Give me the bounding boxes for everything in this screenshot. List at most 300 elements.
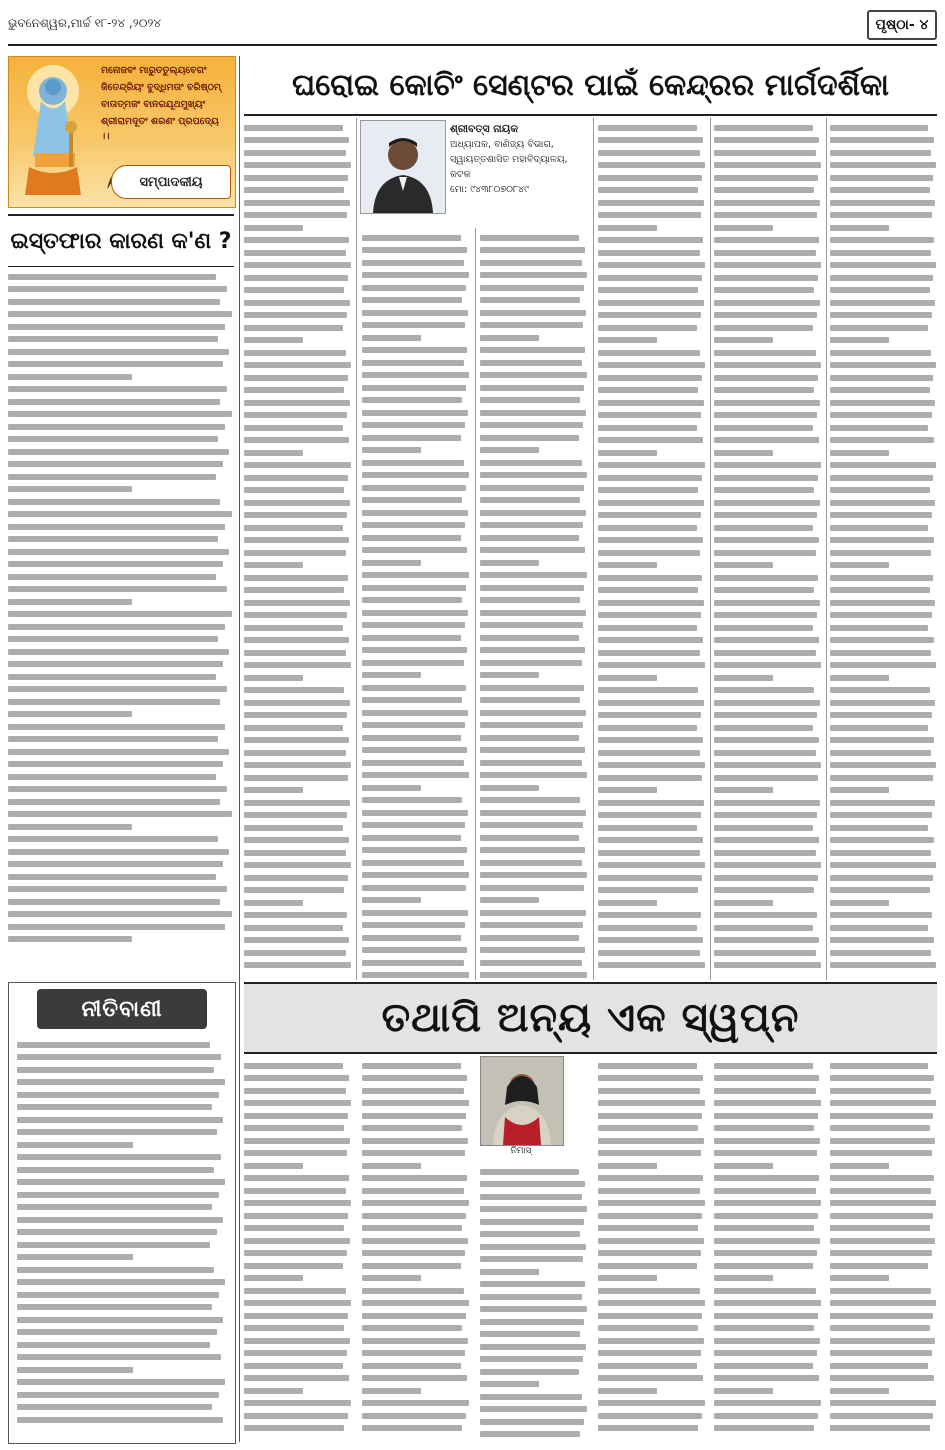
text-line [244, 475, 348, 481]
text-line [714, 1088, 816, 1094]
text-line [714, 812, 817, 818]
text-line [830, 925, 928, 931]
text-line [244, 312, 347, 318]
text-line [598, 412, 701, 418]
text-line [362, 647, 467, 653]
text-line [714, 637, 819, 643]
text-line [714, 475, 818, 481]
text-line [244, 1150, 347, 1156]
text-line [480, 497, 580, 503]
text-line [244, 1175, 349, 1181]
text-line [480, 247, 585, 253]
text-line [598, 1100, 705, 1106]
text-line [830, 1200, 936, 1206]
text-line [244, 662, 351, 668]
text-line [714, 412, 817, 418]
text-line [714, 900, 773, 906]
text-line [362, 1138, 468, 1144]
text-line [714, 175, 818, 181]
text-line [598, 212, 701, 218]
text-line [830, 1088, 931, 1094]
text-line [598, 662, 705, 668]
text-line [17, 1042, 210, 1048]
text-line [480, 897, 539, 903]
text-line [17, 1367, 133, 1373]
text-line [598, 237, 703, 243]
text-line [17, 1092, 219, 1098]
text-line [244, 687, 344, 693]
text-line [598, 912, 701, 918]
text-line [8, 761, 223, 767]
text-line [362, 635, 461, 641]
text-line [598, 1413, 702, 1419]
text-line [598, 637, 703, 643]
story-photo [480, 1056, 564, 1146]
main-story-column-5 [714, 118, 822, 980]
text-line [830, 400, 935, 406]
text-line [598, 1088, 700, 1094]
text-line [598, 450, 657, 456]
text-line [8, 349, 229, 355]
text-line [362, 1425, 462, 1431]
text-line [830, 275, 933, 281]
text-line [244, 637, 349, 643]
text-line [362, 1350, 465, 1356]
text-line [362, 760, 464, 766]
text-line [598, 162, 705, 168]
text-line [714, 775, 818, 781]
text-line [362, 497, 462, 503]
text-line [830, 687, 930, 693]
text-line [830, 1413, 933, 1419]
text-line [362, 1300, 469, 1306]
text-line [17, 1379, 225, 1385]
text-line [244, 600, 350, 606]
text-line [598, 1263, 697, 1269]
text-line [830, 537, 934, 543]
text-line [362, 847, 467, 853]
text-line [714, 625, 813, 631]
text-line [8, 774, 216, 780]
text-line [598, 1400, 705, 1406]
text-line [830, 150, 931, 156]
text-line [480, 460, 582, 466]
text-line [8, 661, 223, 667]
text-line [244, 900, 303, 906]
text-line [598, 187, 698, 193]
text-line [480, 360, 582, 366]
text-line [362, 710, 468, 716]
text-line [362, 1288, 464, 1294]
text-line [714, 225, 773, 231]
column-divider [826, 118, 827, 980]
text-line [714, 262, 821, 268]
text-line [598, 262, 705, 268]
text-line [830, 287, 930, 293]
text-line [244, 1238, 350, 1244]
author-info [450, 122, 590, 197]
text-line [8, 799, 220, 805]
text-line [480, 535, 579, 541]
text-line [830, 812, 932, 818]
text-line [244, 125, 343, 131]
text-line [830, 1188, 931, 1194]
text-line [362, 1250, 465, 1256]
second-story-column-5 [714, 1056, 822, 1442]
text-line [598, 837, 703, 843]
text-line [8, 936, 132, 942]
text-line [244, 875, 348, 881]
text-line [362, 660, 464, 666]
text-line [714, 437, 819, 443]
text-line [714, 562, 773, 568]
text-line [480, 485, 584, 491]
text-line [714, 487, 814, 493]
text-line [362, 685, 466, 691]
text-line [244, 362, 351, 368]
text-line [8, 361, 223, 367]
text-line [714, 825, 813, 831]
text-line [598, 1138, 704, 1144]
text-line [244, 675, 303, 681]
text-line [598, 1375, 703, 1381]
text-line [244, 487, 344, 493]
text-line [830, 262, 936, 268]
text-line [244, 912, 347, 918]
column-divider [356, 118, 357, 980]
text-line [830, 950, 931, 956]
main-story-column-4 [598, 118, 706, 980]
text-line [8, 686, 227, 692]
text-line [244, 225, 303, 231]
text-line [598, 1175, 703, 1181]
text-line [598, 325, 697, 331]
text-line [830, 362, 936, 368]
text-line [17, 1217, 223, 1223]
text-line [244, 512, 347, 518]
text-line [17, 1117, 223, 1123]
text-line [8, 874, 216, 880]
text-line [8, 899, 220, 905]
text-line [244, 212, 347, 218]
text-line [17, 1079, 225, 1085]
text-line [362, 960, 464, 966]
niti-bani-box [8, 982, 236, 1444]
text-line [8, 824, 132, 830]
text-line [480, 347, 585, 353]
text-line [598, 575, 702, 581]
text-line [362, 1238, 468, 1244]
text-line [480, 872, 587, 878]
text-line [714, 937, 819, 943]
text-line [830, 412, 932, 418]
text-line [598, 775, 702, 781]
text-line [714, 187, 814, 193]
text-line [714, 1263, 813, 1269]
text-line [362, 297, 462, 303]
text-line [830, 125, 928, 131]
text-line [362, 972, 469, 978]
text-line [830, 1113, 933, 1119]
text-line [830, 350, 931, 356]
text-line [244, 700, 350, 706]
text-line [480, 272, 587, 278]
text-line [244, 325, 343, 331]
text-line [8, 449, 229, 455]
editorial-body-text [8, 267, 234, 957]
text-line [598, 825, 697, 831]
text-line [362, 347, 467, 353]
main-story-column-2 [362, 228, 470, 980]
sanskrit-quote [101, 63, 229, 146]
text-line [17, 1167, 214, 1173]
text-line [830, 850, 931, 856]
text-line [362, 622, 465, 628]
text-line [830, 900, 889, 906]
text-line [598, 1325, 698, 1331]
text-line [362, 722, 465, 728]
text-line [8, 549, 229, 555]
text-line [244, 550, 346, 556]
text-line [598, 1300, 705, 1306]
text-line [598, 125, 697, 131]
text-line [244, 275, 348, 281]
text-line [244, 750, 346, 756]
text-line [244, 412, 347, 418]
text-line [714, 600, 820, 606]
text-line [480, 822, 583, 828]
text-line [714, 887, 814, 893]
text-line [244, 187, 344, 193]
text-line [362, 1075, 467, 1081]
text-line [244, 650, 346, 656]
text-line [480, 435, 579, 441]
text-line [480, 847, 585, 853]
text-line [830, 512, 932, 518]
text-line [480, 610, 586, 616]
text-line [362, 247, 467, 253]
text-line [714, 362, 821, 368]
text-line [244, 562, 303, 568]
text-line [244, 1275, 303, 1281]
text-line [480, 935, 579, 941]
text-line [714, 512, 817, 518]
text-line [598, 1425, 698, 1431]
text-line [714, 1213, 818, 1219]
text-line [714, 425, 813, 431]
text-line [714, 725, 813, 731]
text-line [362, 1413, 466, 1419]
text-line [598, 362, 705, 368]
text-line [598, 1200, 705, 1206]
text-line [17, 1417, 223, 1423]
text-line [362, 360, 464, 366]
text-line [8, 911, 232, 917]
text-line [244, 812, 347, 818]
text-line [830, 650, 931, 656]
text-line [830, 1375, 934, 1381]
text-line [244, 1075, 349, 1081]
text-line [244, 287, 344, 293]
text-line [362, 585, 466, 591]
text-line [714, 250, 816, 256]
text-line [830, 775, 933, 781]
text-line [362, 910, 468, 916]
text-line [830, 700, 935, 706]
text-line [480, 660, 582, 666]
text-line [598, 250, 700, 256]
text-line [17, 1242, 210, 1248]
text-line [598, 937, 703, 943]
text-line [830, 825, 928, 831]
text-line [830, 575, 933, 581]
text-line [8, 311, 232, 317]
text-line [598, 1063, 697, 1069]
text-line [830, 1363, 928, 1369]
text-line [362, 897, 421, 903]
text-line [714, 862, 821, 868]
text-line [8, 861, 223, 867]
text-line [17, 1204, 212, 1210]
text-line [480, 372, 587, 378]
text-line [362, 547, 467, 553]
text-line [8, 886, 227, 892]
text-line [714, 1425, 814, 1431]
text-line [244, 762, 351, 768]
main-story-column-1 [244, 118, 352, 980]
text-line [830, 562, 889, 568]
text-line [598, 712, 701, 718]
text-line [830, 1150, 932, 1156]
text-line [8, 374, 132, 380]
text-line [830, 962, 936, 968]
text-line [480, 1219, 584, 1225]
text-line [830, 525, 928, 531]
text-line [17, 1192, 219, 1198]
text-line [830, 875, 933, 881]
text-line [714, 750, 816, 756]
text-line [8, 511, 232, 517]
text-line [480, 1281, 585, 1287]
text-line [830, 500, 935, 506]
niti-bani-text [17, 1035, 227, 1437]
text-line [714, 712, 817, 718]
text-line [244, 237, 349, 243]
editorial-banner [8, 56, 236, 208]
text-line [830, 1300, 936, 1306]
text-line [598, 1250, 701, 1256]
text-line [244, 387, 344, 393]
text-line [598, 700, 704, 706]
text-line [244, 775, 348, 781]
text-line [480, 1319, 584, 1325]
second-story-column-6 [830, 1056, 937, 1442]
text-line [830, 487, 930, 493]
text-line [598, 425, 697, 431]
text-line [830, 1313, 933, 1319]
text-line [8, 586, 227, 592]
text-line [480, 285, 584, 291]
text-line [480, 397, 580, 403]
text-line [830, 237, 934, 243]
text-line [362, 835, 461, 841]
text-line [480, 672, 539, 678]
text-line [830, 1063, 928, 1069]
text-line [17, 1154, 221, 1160]
text-line [17, 1254, 133, 1260]
text-line [480, 422, 583, 428]
text-line [480, 547, 585, 553]
text-line [714, 237, 819, 243]
text-line [598, 387, 698, 393]
text-line [362, 785, 421, 791]
column-divider [593, 118, 594, 980]
text-line [480, 1206, 587, 1212]
text-line [598, 650, 700, 656]
text-line [598, 1113, 702, 1119]
text-line [830, 200, 935, 206]
text-line [8, 849, 229, 855]
text-line [830, 450, 889, 456]
text-line [244, 962, 351, 968]
text-line [362, 747, 467, 753]
text-line [598, 1338, 704, 1344]
text-line [8, 386, 227, 392]
text-line [598, 1288, 700, 1294]
text-line [244, 1413, 348, 1419]
text-line [714, 200, 820, 206]
text-line [714, 137, 819, 143]
text-line [480, 1344, 586, 1350]
text-line [830, 375, 933, 381]
text-line [244, 375, 348, 381]
text-line [598, 337, 657, 343]
text-line [598, 900, 657, 906]
text-line [714, 325, 813, 331]
text-line [362, 1200, 469, 1206]
column-divider [710, 118, 711, 980]
niti-bani-title: ନୀତିବାଣୀ [37, 989, 207, 1029]
photo-caption: ନିମାସ୍ [510, 1146, 532, 1156]
text-line [714, 1350, 817, 1356]
text-line [480, 735, 579, 741]
text-line [244, 250, 346, 256]
text-line [480, 1431, 580, 1437]
text-line [598, 1275, 657, 1281]
woman-portrait-icon [481, 1057, 563, 1145]
text-line [480, 235, 579, 241]
text-line [362, 535, 461, 541]
text-line [598, 687, 698, 693]
text-line [598, 1213, 702, 1219]
text-line [598, 537, 703, 543]
text-line [8, 461, 223, 467]
text-line [362, 1188, 464, 1194]
text-line [714, 950, 816, 956]
text-line [830, 787, 889, 793]
text-line [598, 787, 657, 793]
text-line [480, 1194, 582, 1200]
text-line [714, 275, 818, 281]
text-line [8, 674, 216, 680]
text-line [480, 1256, 583, 1262]
left-column [8, 56, 234, 957]
text-line [598, 600, 704, 606]
text-line [362, 1163, 421, 1169]
text-line [480, 722, 583, 728]
text-line [714, 450, 773, 456]
text-line [8, 711, 132, 717]
